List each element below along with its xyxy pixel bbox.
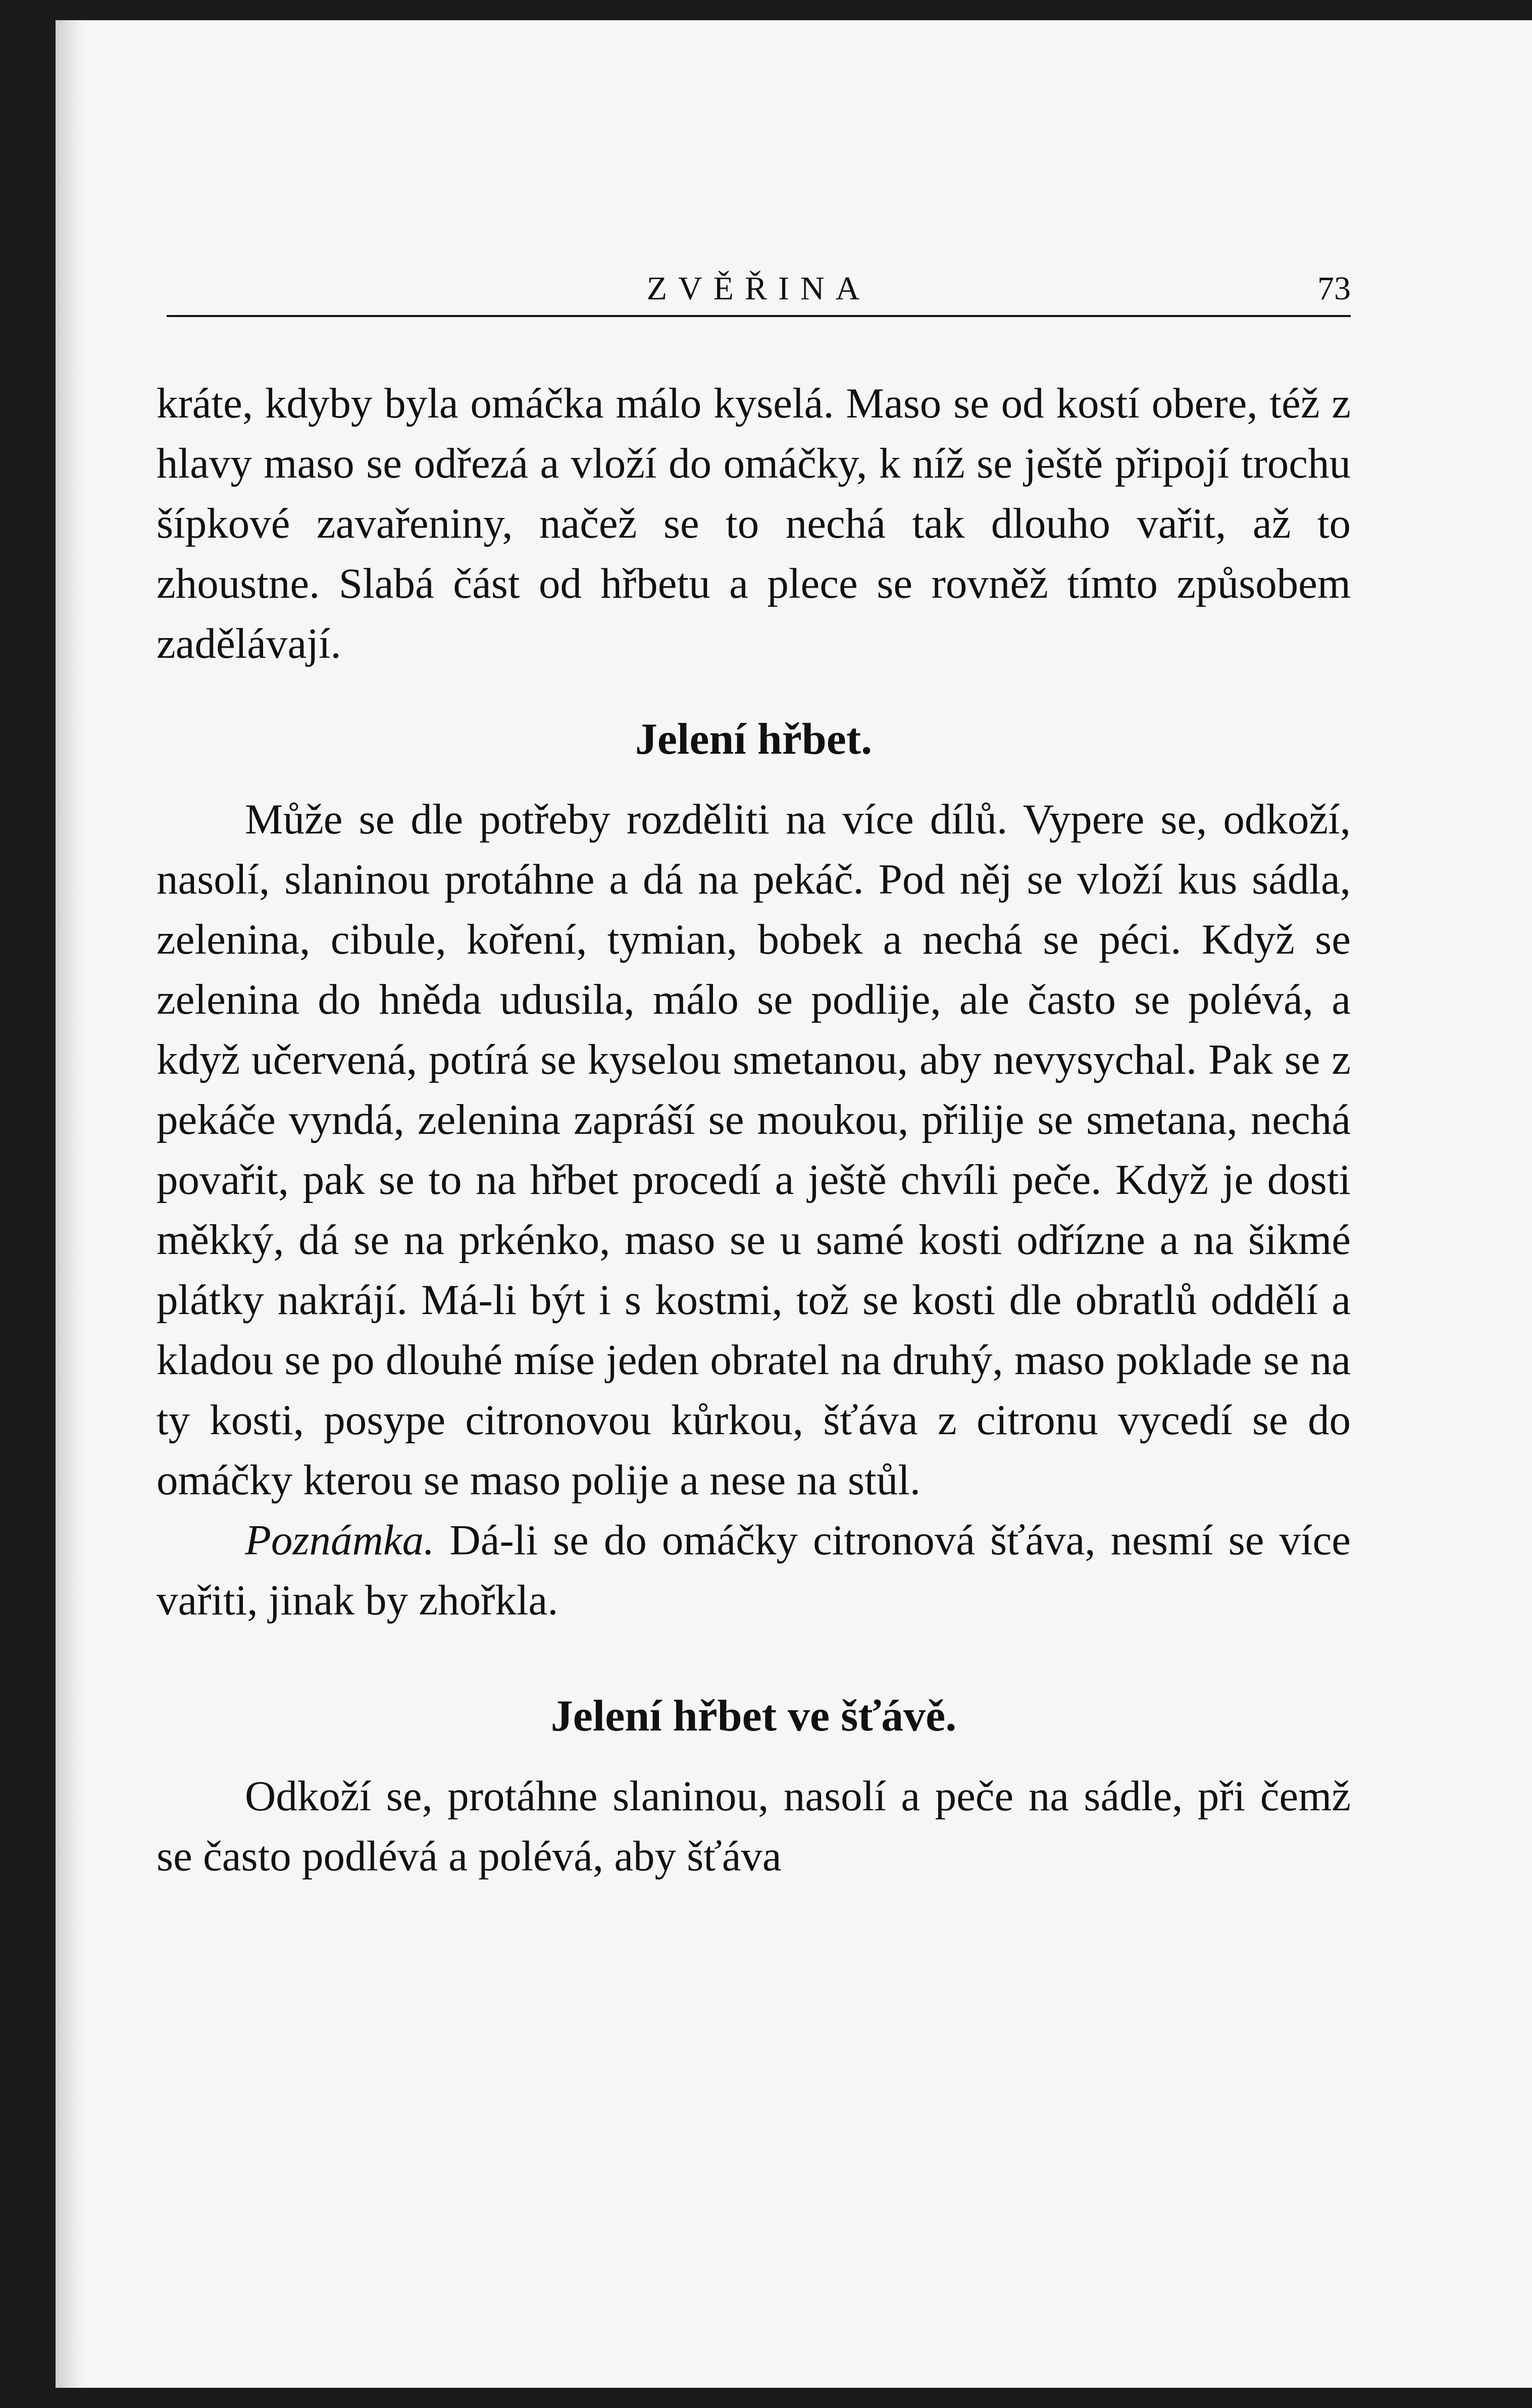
note-paragraph [157, 1510, 1351, 1631]
note-label: Poznámka. [245, 1516, 435, 1564]
page-text [157, 374, 1351, 1887]
section-heading-jeleni-hrbet-ve-stave: Jelení hřbet ve šťávě. [550, 1692, 957, 1741]
section-heading-jeleni-hrbet: Jelení hřbet. [635, 715, 873, 764]
running-title: ZVĚŘINA [646, 270, 871, 307]
spacer [157, 1746, 1351, 1766]
recipe-paragraph: Může se dle potřeby rozděliti na více dílů. Vypere se, odkoží, nasolí, slaninou protáhne a dá na pekáč. Pod něj se vloží kus sádla, zelenina, cibule, koření, tymian, bobek a nechá se péci. Když se zelenina do hněda udusila, málo se podlije, ale často se polévá, a když učervená, potírá se kyselou smetanou, aby nevysychal. Pak se z pekáče vyndá, zelenina zapráší se moukou, přilije se smetana, nechá povařit, pak se to na hřbet procedí a ještě chvíli peče. Když je dosti měkký, dá se na prkénko, maso se u samé kosti odřízne a na šikmé plátky nakrájí. Má-li být i s kostmi, tož se kosti dle obratlů oddělí a kladou se po dlouhé míse jeden obratel na druhý, maso poklade se na ty kosti, posype citronovou kůrkou, šťáva z citronu vycedí se do omáčky kterou se maso polije a nese na stůl. [157, 796, 1351, 1504]
note-text: Dá-li se do omáčky citronová šťáva, nesmí se více vařiti, jinak by zhořkla. [157, 1516, 1351, 1624]
page-number: 73 [1317, 270, 1351, 307]
recipe-paragraph: Odkoží se, protáhne slaninou, nasolí a peče na sádle, při čemž se často podlévá a polévá, aby šťáva [157, 1772, 1351, 1880]
spacer [157, 1631, 1351, 1686]
running-head [167, 247, 1351, 318]
spacer [157, 769, 1351, 790]
page-binding-shadow [56, 20, 86, 2388]
paragraph-continued: kráte, kdyby byla omáčka málo kyselá. Maso se od kostí obere, též z hlavy maso se odřezá a vloží do omáčky, k níž se ještě připojí trochu šípkové zavařeniny, načež se to nechá tak dlouho vařit, až to zhoustne. Slabá část od hřbetu a plece se rovněž tímto způsobem zadělávají. [157, 380, 1351, 667]
book-page [56, 20, 1532, 2388]
header-rule [167, 315, 1351, 317]
spacer [157, 674, 1351, 709]
